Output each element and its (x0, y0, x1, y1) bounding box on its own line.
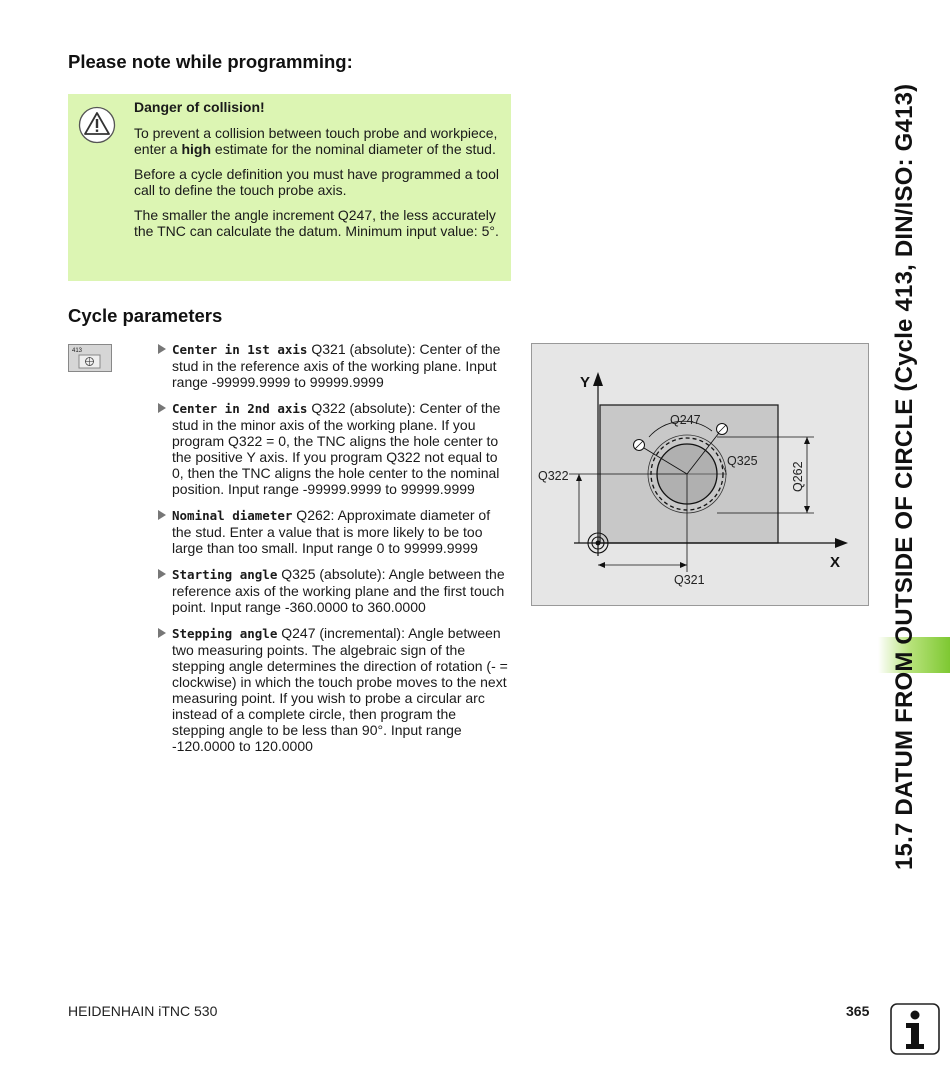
param-q322: Center in 2nd axis Q322 (absolute): Center of the stud in the minor axis of the working plane. If you program Q322 = 0, the TNC aligns the hole center to the positive Y axis. If you program Q322 not equal to 0, then the TNC aligns the hole center to the nominal position. Input range -99999.9999 to 99999.9999 (158, 400, 510, 497)
cycle-diagram (531, 343, 869, 606)
cycle-parameters-heading: Cycle parameters (68, 305, 223, 326)
svg-text:413: 413 (72, 348, 83, 354)
page-number: 365 (846, 1003, 870, 1019)
chapter-side-title: 15.7 DATUM FROM OUTSIDE OF CIRCLE (Cycle 413, DIN/ISO: G413) (891, 83, 918, 870)
note-paragraph-3: The smaller the angle increment Q247, the less accurately the TNC can calculate the datum. Minimum input value: 5°. (134, 207, 499, 239)
y-axis-label: Y (580, 374, 591, 391)
param-q321: Center in 1st axis Q321 (absolute): Center of the stud in the reference axis of the working plane. Input range -99999.9999 to 99999.9999 (158, 341, 510, 390)
footer-product: HEIDENHAIN iTNC 530 (68, 1003, 218, 1019)
param-q247: Stepping angle Q247 (incremental): Angle between two measuring points. The algebraic sign of the stepping angle determines the direction of rotation (- = clockwise) in which the touch probe moves to the next measuring point. If you wish to probe a circular arc instead of a complete circle, then program the stepping angle to be less than 90°. Input range -120.0000 to 120.0000 (158, 625, 510, 754)
info-icon (890, 1003, 940, 1055)
q247-label: Q247 (670, 413, 701, 427)
note-text (134, 99, 502, 248)
q325-label: Q325 (727, 454, 758, 468)
x-axis-label: X (830, 554, 841, 571)
param-q262: Nominal diameter Q262: Approximate diameter of the stud. Enter a value that is more likely to be too large than too small. Input range 0 to 99999.9999 (158, 507, 510, 556)
note-emphasis: high (181, 141, 212, 157)
note-paragraph-1: To prevent a collision between touch probe and workpiece, enter a high estimate for the nominal diameter of the stud. (134, 125, 498, 157)
cycle-413-icon (68, 344, 112, 372)
note-title: Danger of collision! (134, 99, 265, 115)
section-heading: Please note while programming: (68, 51, 353, 72)
parameter-list (158, 341, 510, 764)
q322-label: Q322 (538, 469, 569, 483)
q321-label: Q321 (674, 573, 705, 587)
warning-icon (78, 106, 116, 144)
param-q325: Starting angle Q325 (absolute): Angle between the reference axis of the working plane and the first touch point. Input range -360.0000 to 360.0000 (158, 566, 510, 615)
q262-label: Q262 (791, 461, 805, 492)
note-paragraph-2: Before a cycle definition you must have programmed a tool call to define the touch probe axis. (134, 166, 499, 198)
